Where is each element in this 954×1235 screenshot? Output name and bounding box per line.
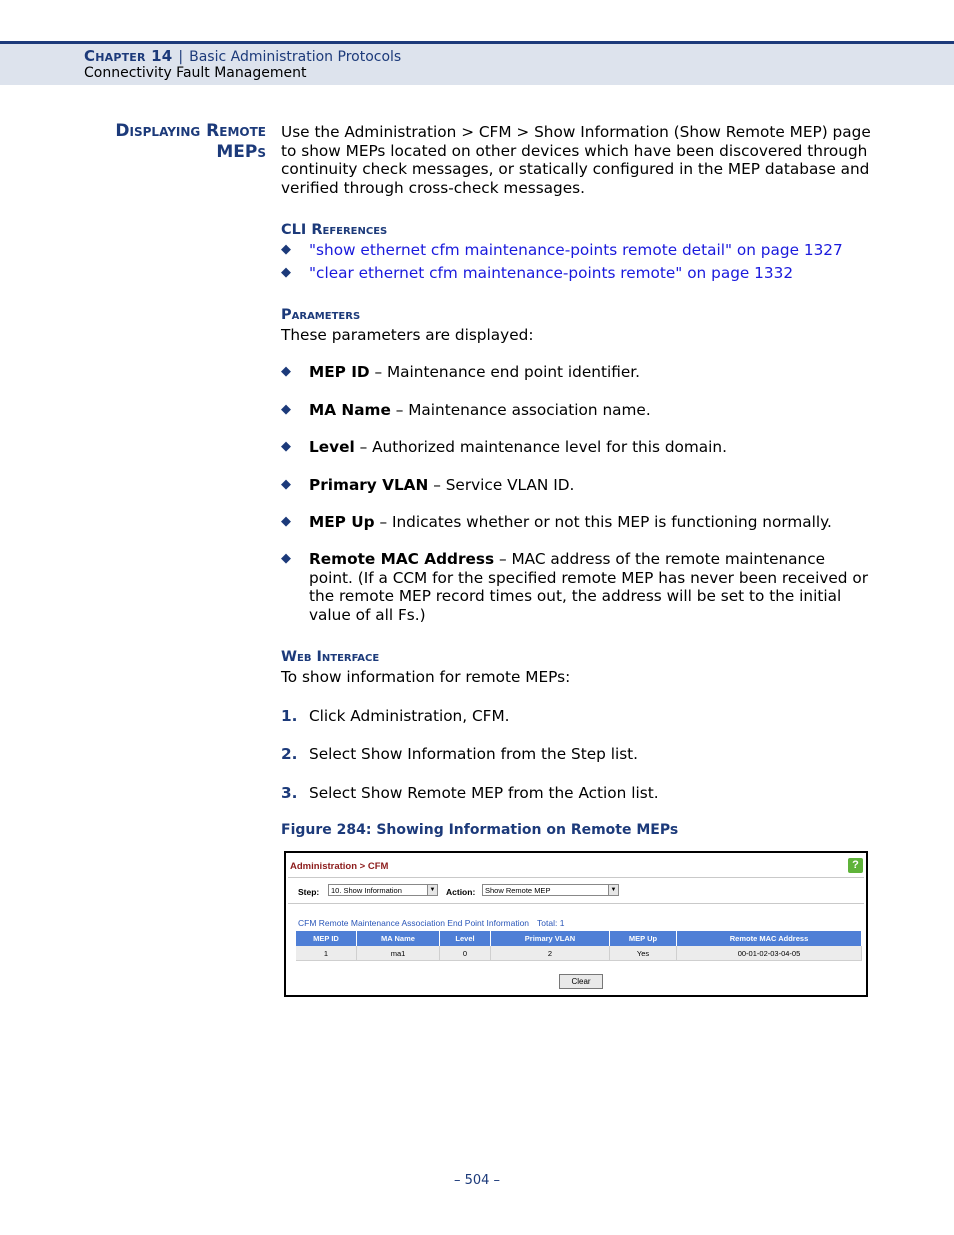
table-cell: ma1	[357, 946, 440, 961]
clear-button[interactable]: Clear	[559, 974, 603, 989]
chapter-label: Chapter 14	[84, 47, 173, 65]
parameter-desc: – Authorized maintenance level for this domain.	[354, 438, 727, 456]
column-header: Remote MAC Address	[677, 931, 862, 946]
step-select-value: 10. Show Information	[331, 886, 402, 895]
table-cell: 2	[491, 946, 610, 961]
step-text: Select Show Information from the Step list.	[309, 745, 639, 763]
intro-paragraph: Use the Administration > CFM > Show Information (Show Remote MEP) page to show MEPs located on other devices which have been discovered through continuity check messages, or statically configured in the MEP database and verified through cross-check messages.	[281, 123, 871, 197]
table-cell: 00-01-02-03-04-05	[677, 946, 862, 961]
diamond-bullet-icon: ◆	[281, 439, 291, 454]
step-label: Step:	[298, 887, 320, 897]
table-cell: 1	[296, 946, 357, 961]
column-header: MEP Up	[610, 931, 677, 946]
parameter-term: MEP ID	[309, 363, 370, 381]
chevron-down-icon: ▼	[427, 885, 437, 895]
diamond-bullet-icon: ◆	[281, 402, 291, 417]
action-select-value: Show Remote MEP	[485, 886, 551, 895]
diamond-bullet-icon: ◆	[281, 265, 291, 280]
help-icon[interactable]: ?	[848, 858, 863, 873]
action-select[interactable]	[482, 884, 619, 896]
action-label: Action:	[446, 887, 476, 897]
table-cell: Yes	[610, 946, 677, 961]
column-header: Level	[440, 931, 491, 946]
diamond-bullet-icon: ◆	[281, 514, 291, 529]
column-header: MA Name	[357, 931, 440, 946]
parameters-heading: Parameters	[281, 307, 361, 323]
cli-ref-link-1[interactable]: "show ethernet cfm maintenance-points remote detail" on page 1327	[309, 241, 843, 259]
section-heading-line2: MEPs	[216, 142, 266, 162]
remote-mep-table	[296, 931, 862, 961]
parameter-term: MEP Up	[309, 513, 375, 531]
step-action-toolbar	[288, 877, 864, 904]
diamond-bullet-icon: ◆	[281, 242, 291, 257]
breadcrumb: Administration > CFM	[290, 861, 389, 872]
web-interface-heading: Web Interface	[281, 649, 380, 665]
table-title	[298, 918, 564, 928]
step-select[interactable]	[328, 884, 438, 896]
page-header	[0, 41, 954, 85]
step-text: Select Show Remote MEP from the Action list.	[309, 784, 659, 802]
cli-references-heading: CLI References	[281, 222, 388, 238]
parameter-term: Remote MAC Address	[309, 550, 495, 568]
web-interface-intro: To show information for remote MEPs:	[281, 668, 571, 686]
table-row	[296, 946, 862, 961]
step-number: 2.	[281, 745, 298, 763]
chapter-title: Basic Administration Protocols	[189, 49, 402, 65]
step-text: Click Administration, CFM.	[309, 707, 510, 725]
diamond-bullet-icon: ◆	[281, 364, 291, 379]
parameters-intro: These parameters are displayed:	[281, 326, 534, 344]
header-chapter-line	[84, 47, 401, 65]
parameter-desc: – Maintenance end point identifier.	[369, 363, 641, 381]
parameter-term: Level	[309, 438, 355, 456]
header-separator: |	[178, 49, 184, 65]
page-number: – 504 –	[453, 1173, 501, 1188]
section-heading	[66, 121, 266, 163]
table-title-text: CFM Remote Maintenance Association End Point Information	[298, 918, 530, 928]
diamond-bullet-icon: ◆	[281, 477, 291, 492]
parameter-desc: – Maintenance association name.	[390, 401, 651, 419]
step-number: 3.	[281, 784, 298, 802]
section-heading-line1: Displaying Remote	[115, 121, 266, 141]
table-header-row	[296, 931, 862, 946]
column-header: MEP ID	[296, 931, 357, 946]
parameter-desc: – MAC address of the remote maintenance point. (If a CCM for the specified remote MEP has never been received or the remote MEP record times out, the address will be set to the initial value of all Fs.)	[309, 550, 869, 624]
diamond-bullet-icon: ◆	[281, 551, 291, 566]
table-cell: 0	[440, 946, 491, 961]
parameter-desc: – Service VLAN ID.	[428, 476, 575, 494]
table-total: Total: 1	[537, 918, 565, 928]
cli-ref-link-2[interactable]: "clear ethernet cfm maintenance-points remote" on page 1332	[309, 264, 794, 282]
step-number: 1.	[281, 707, 298, 725]
figure-caption: Figure 284: Showing Information on Remote MEPs	[281, 822, 679, 838]
chevron-down-icon: ▼	[608, 885, 618, 895]
parameter-term: MA Name	[309, 401, 391, 419]
parameter-term: Primary VLAN	[309, 476, 429, 494]
figure-screenshot	[284, 851, 868, 997]
parameter-desc: – Indicates whether or not this MEP is functioning normally.	[374, 513, 832, 531]
column-header: Primary VLAN	[491, 931, 610, 946]
section-title: Connectivity Fault Management	[84, 65, 307, 81]
